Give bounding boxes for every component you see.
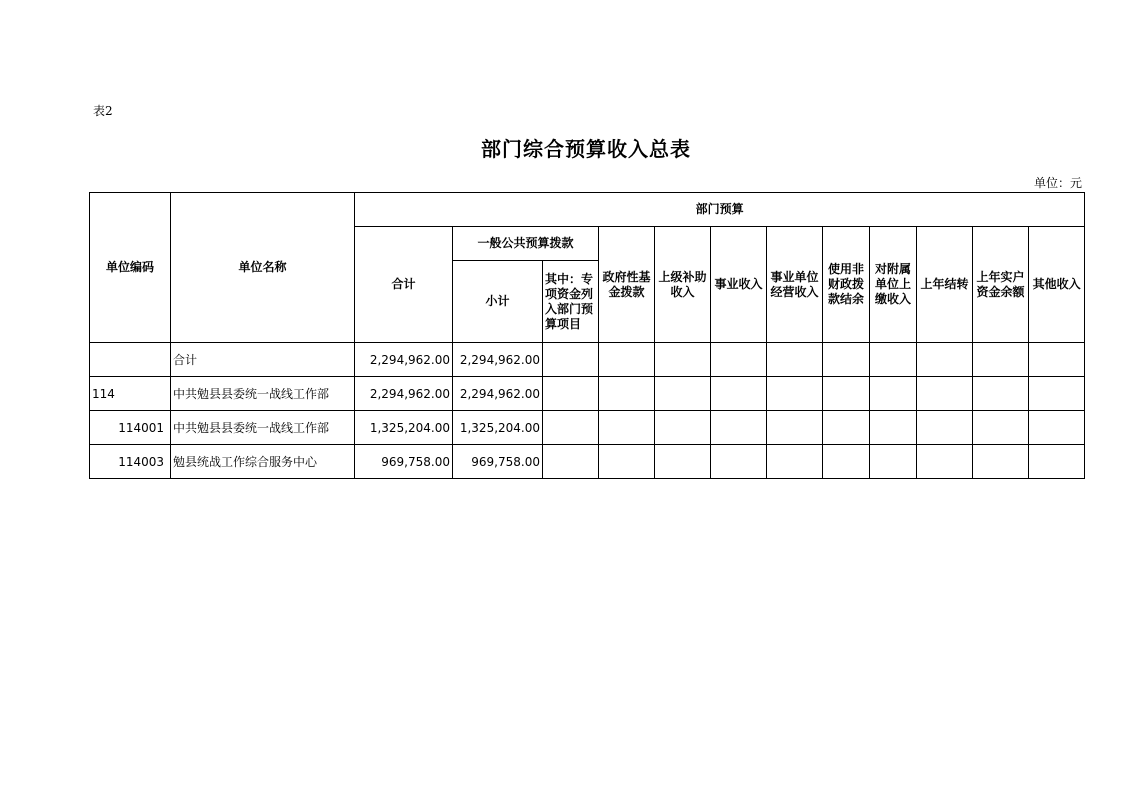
header-prior-year-carryover: 上年结转 — [917, 227, 973, 343]
empty-cell — [823, 411, 870, 445]
header-subtotal: 小计 — [453, 261, 543, 343]
empty-cell — [711, 445, 767, 479]
header-total: 合计 — [355, 227, 453, 343]
budget-income-table — [89, 192, 1085, 479]
empty-cell — [543, 343, 599, 377]
row-subtotal: 1,325,204.00 — [453, 411, 543, 445]
empty-cell — [711, 411, 767, 445]
empty-cell — [711, 377, 767, 411]
empty-cell — [655, 445, 711, 479]
empty-cell — [917, 343, 973, 377]
header-dept-budget: 部门预算 — [355, 193, 1085, 227]
unit-label: 单位：元 — [1033, 176, 1082, 190]
row-name: 中共勉县县委统一战线工作部 — [171, 411, 355, 445]
table-row — [90, 377, 1085, 411]
empty-cell — [655, 411, 711, 445]
header-affiliated-income: 对附属单位上缴收入 — [870, 227, 917, 343]
row-name: 勉县统战工作综合服务中心 — [171, 445, 355, 479]
table-row — [90, 445, 1085, 479]
empty-cell — [767, 411, 823, 445]
empty-cell — [917, 411, 973, 445]
empty-cell — [543, 445, 599, 479]
table-row — [90, 411, 1085, 445]
row-name: 合计 — [171, 343, 355, 377]
row-code: 114001 — [90, 411, 171, 445]
row-total: 1,325,204.00 — [355, 411, 453, 445]
empty-cell — [599, 445, 655, 479]
empty-cell — [599, 377, 655, 411]
empty-cell — [655, 343, 711, 377]
empty-cell — [543, 411, 599, 445]
row-total: 2,294,962.00 — [355, 377, 453, 411]
empty-cell — [917, 445, 973, 479]
header-row-1 — [90, 193, 1085, 227]
page-title: 部门综合预算收入总表 — [481, 137, 691, 161]
row-total: 2,294,962.00 — [355, 343, 453, 377]
header-unit-code: 单位编码 — [90, 193, 171, 343]
empty-cell — [767, 343, 823, 377]
row-subtotal: 969,758.00 — [453, 445, 543, 479]
row-name: 中共勉县县委统一战线工作部 — [171, 377, 355, 411]
empty-cell — [870, 445, 917, 479]
empty-cell — [870, 377, 917, 411]
empty-cell — [543, 377, 599, 411]
row-code — [90, 343, 171, 377]
empty-cell — [767, 377, 823, 411]
empty-cell — [1029, 411, 1085, 445]
header-unit-name: 单位名称 — [171, 193, 355, 343]
empty-cell — [917, 377, 973, 411]
empty-cell — [655, 377, 711, 411]
header-other-income: 其他收入 — [1029, 227, 1085, 343]
header-prior-year-balance: 上年实户资金余额 — [973, 227, 1029, 343]
empty-cell — [599, 411, 655, 445]
empty-cell — [973, 411, 1029, 445]
empty-cell — [823, 377, 870, 411]
empty-cell — [1029, 445, 1085, 479]
empty-cell — [1029, 377, 1085, 411]
empty-cell — [973, 343, 1029, 377]
empty-cell — [1029, 343, 1085, 377]
empty-cell — [973, 445, 1029, 479]
table-row — [90, 343, 1085, 377]
header-general-public-budget: 一般公共预算拨款 — [453, 227, 599, 261]
empty-cell — [973, 377, 1029, 411]
row-code: 114003 — [90, 445, 171, 479]
empty-cell — [870, 411, 917, 445]
row-code: 114 — [90, 377, 171, 411]
header-gov-fund: 政府性基金拨款 — [599, 227, 655, 343]
header-special-funds: 其中：专项资金列入部门预算项目 — [543, 261, 599, 343]
empty-cell — [599, 343, 655, 377]
row-subtotal: 2,294,962.00 — [453, 343, 543, 377]
header-operating-income: 事业单位经营收入 — [767, 227, 823, 343]
empty-cell — [823, 343, 870, 377]
header-business-income: 事业收入 — [711, 227, 767, 343]
empty-cell — [711, 343, 767, 377]
row-total: 969,758.00 — [355, 445, 453, 479]
header-superior-subsidy: 上级补助收入 — [655, 227, 711, 343]
empty-cell — [767, 445, 823, 479]
header-non-fiscal-balance: 使用非财政拨款结余 — [823, 227, 870, 343]
empty-cell — [870, 343, 917, 377]
table-number-label: 表2 — [93, 104, 113, 118]
empty-cell — [823, 445, 870, 479]
row-subtotal: 2,294,962.00 — [453, 377, 543, 411]
